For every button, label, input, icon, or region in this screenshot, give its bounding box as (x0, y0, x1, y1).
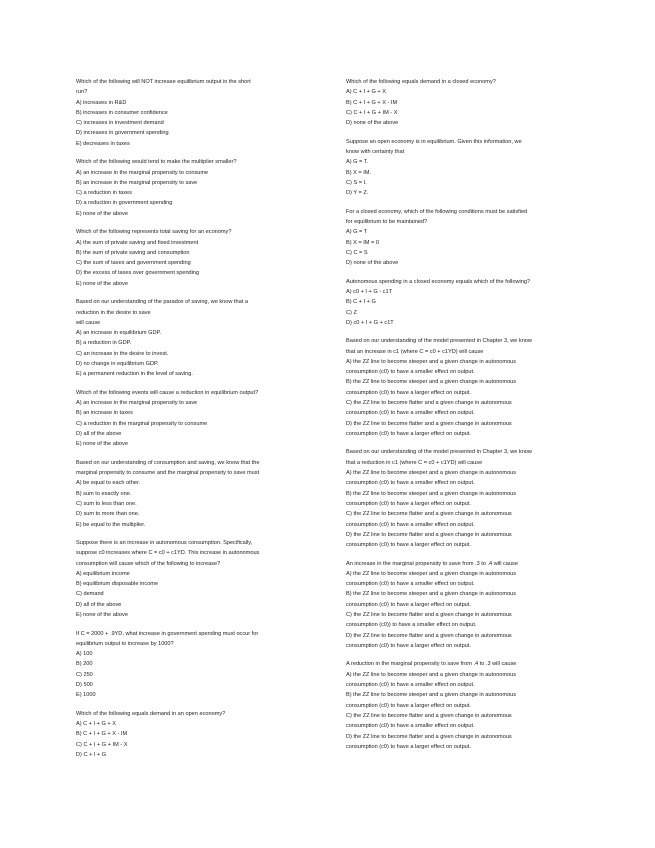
right-column (346, 77, 610, 760)
question-line: consumption (c0) to have a smaller effect on output. (346, 682, 475, 689)
question-line: B) the ZZ line to become steeper and a given change in autonomous (346, 692, 517, 699)
question-line: E) 1000 (76, 692, 96, 699)
question-line: B) equilibrium disposable income (76, 581, 159, 588)
question-block (346, 659, 610, 752)
question-line: C) 250 (76, 671, 93, 678)
question-line: C) C + I + G + IM - X (76, 741, 128, 748)
question-line: E) none of the above (76, 280, 128, 287)
question-line: C) the ZZ line to become flatter and a given change in autonomous (346, 511, 512, 518)
question-line: D) the excess of taxes over government spending (76, 270, 200, 277)
question-line: C) a reduction in the marginal propensity to consume (76, 420, 208, 427)
question-line: C) the ZZ line to become flatter and a given change in autonomous (346, 612, 512, 619)
question-line: D) all of the above (76, 430, 122, 437)
question-block (76, 458, 340, 530)
question-line: consumption (c0)) to have a smaller effect on output. (346, 622, 477, 629)
question-line: B) the ZZ line to become steeper and a given change in autonomous (346, 490, 517, 497)
question-text: Which of the following would tend to make the multiplier smaller? (76, 159, 237, 166)
question-line: consumption (c0) to have a larger effect on output. (346, 702, 471, 709)
question-line: C) C + I + G + IM - X (346, 109, 398, 116)
question-line: consumption (c0) to have a smaller effect on output. (346, 521, 475, 528)
question-line: suppose c0 increases where C = c0 + c1YD. This increase in autonomous (76, 550, 260, 557)
question-line: C) demand (76, 591, 104, 598)
question-line: A) the ZZ line to become steeper and a given change in autonomous (346, 470, 517, 477)
question-line: will cause (76, 319, 101, 326)
question-line: consumption (c0) to have a smaller effect on output. (346, 410, 475, 417)
question-block (76, 709, 340, 760)
question-line: A) G = T (346, 229, 368, 236)
question-line: A) an increase in equilibrium GDP. (76, 330, 162, 337)
question-line: D) the ZZ line to become flatter and a given change in autonomous (346, 733, 512, 740)
question-line: D) C + I + G (76, 752, 107, 759)
question-line: C) the ZZ line to become flatter and a given change in autonomous (346, 712, 512, 719)
question-text: A reduction in the marginal propensity to save from .4 to .3 will cause (346, 661, 517, 668)
question-line: A) equilibrium income (76, 570, 130, 577)
question-block (76, 388, 340, 450)
question-line: run? (76, 89, 88, 96)
question-text: Which of the following represents total saving for an economy? (76, 229, 232, 236)
question-line: A) be equal to each other. (76, 480, 141, 487)
question-text: Autonomous spending in a closed economy equals which of the following? (346, 278, 531, 285)
question-block (346, 137, 610, 199)
question-text: For a closed economy, which of the following conditions must be satisfied (346, 208, 528, 215)
question-line: consumption (c0) to have a larger effect on output. (346, 601, 471, 608)
question-line: C) S = I. (346, 179, 367, 186)
question-line: reduction in the desire to save (76, 309, 151, 316)
question-line: B) an increase in taxes (76, 410, 133, 417)
question-line: B) the ZZ line to become steeper and a given change in autonomous (346, 591, 517, 598)
question-line: A) the sum of private saving and fixed investment (76, 239, 199, 246)
question-line: that an increase in c1 (where C = c0 + c1YD) will cause (346, 348, 484, 355)
question-line: consumption (c0) to have a larger effect on output. (346, 743, 471, 750)
question-block (346, 447, 610, 550)
question-block (76, 538, 340, 620)
question-line: consumption (c0) to have a larger effect on output. (346, 389, 471, 396)
question-line: C) an increase in the desire to invest. (76, 350, 169, 357)
question-line: D) all of the above (76, 601, 122, 608)
question-line: D) Y = Z. (346, 190, 369, 197)
question-text: Which of the following events will cause a reduction in equilibrium output? (76, 389, 259, 396)
question-line: E) none of the above (76, 612, 128, 619)
question-block (76, 629, 340, 701)
question-line: E) a permanent reduction in the level of saving. (76, 371, 193, 378)
question-line: A) an increase in the marginal propensity to save (76, 400, 198, 407)
question-line: D) the ZZ line to become flatter and a given change in autonomous (346, 420, 512, 427)
question-line: consumption (c0) to have a smaller effect on output. (346, 723, 475, 730)
question-block (76, 77, 340, 149)
question-line: C) a reduction in taxes (76, 190, 132, 197)
question-line: D) no change in equilibrium GDP. (76, 360, 159, 367)
question-text: If C = 2000 + .9YD, what increase in government spending must occur for (76, 630, 259, 637)
question-line: C) the sum of taxes and government spending (76, 260, 191, 267)
question-line: that a reduction in c1 (where C = c0 + c1YD) will cause (346, 459, 483, 466)
question-line: A) C + I + G + X (346, 89, 386, 96)
question-line: A) c0 + I + G - c1T (346, 288, 393, 295)
question-line: know with certainty that (346, 148, 405, 155)
question-line: A) increases in R&D (76, 99, 127, 106)
question-text: Based on our understanding of consumption and saving, we know that the (76, 459, 260, 466)
question-line: B) sum to exactly one. (76, 490, 132, 497)
question-line: B) a reduction in GDP. (76, 340, 132, 347)
question-text: Which of the following equals demand in an open economy? (76, 710, 226, 717)
question-line: C) C = S (346, 249, 368, 256)
question-line: C) sum to less than one. (76, 500, 137, 507)
question-line: equilibrium output to increase by 1000? (76, 640, 174, 647)
question-line: E) none of the above (76, 210, 128, 217)
question-text: Based on our understanding of the model presented in Chapter 3, we know (346, 449, 532, 456)
question-line: for equilibrium to be maintained? (346, 218, 428, 225)
question-line: B) increases in consumer confidence (76, 109, 168, 116)
question-line: D) c0 + I + G + c1T (346, 319, 394, 326)
question-line: B) 200 (76, 661, 93, 668)
question-block (346, 336, 610, 439)
question-line: D) a reduction in government spending (76, 200, 173, 207)
question-line: D) 500 (76, 682, 93, 689)
question-line: B) X = IM. (346, 169, 372, 176)
question-line: A) 100 (76, 651, 93, 658)
question-line: B) C + I + G + X - IM (346, 99, 398, 106)
question-line: D) none of the above (346, 260, 399, 267)
question-line: B) the sum of private saving and consumption (76, 249, 190, 256)
question-line: consumption (c0) to have a smaller effect on output. (346, 480, 475, 487)
question-text: Which of the following equals demand in a closed economy? (346, 79, 496, 85)
question-line: consumption (c0) to have a larger effect on output. (346, 430, 471, 437)
question-block (346, 77, 610, 128)
question-text: Which of the following will NOT increase equilibrium output in the short (76, 79, 251, 85)
question-line: B) an increase in the marginal propensity to save (76, 179, 198, 186)
question-line: C) Z (346, 309, 357, 316)
question-block (346, 207, 610, 269)
question-block (76, 157, 340, 219)
question-line: C) the ZZ line to become flatter and a given change in autonomous (346, 400, 512, 407)
question-block (346, 559, 610, 652)
left-column (76, 77, 340, 769)
question-line: A) an increase in the marginal propensity to consume (76, 169, 209, 176)
question-text: Based on our understanding of the paradox of saving, we know that a (76, 299, 248, 306)
question-line: B) C + I + G + X - IM (76, 731, 128, 738)
question-line: consumption (c0) to have a larger effect on output. (346, 542, 471, 549)
question-line: D) sum to more than one. (76, 511, 140, 518)
question-line: D) increases in government spending (76, 130, 169, 137)
question-line: E) none of the above (76, 441, 128, 448)
question-block (76, 297, 340, 379)
question-line: consumption (c0) to have a larger effect on output. (346, 642, 471, 649)
question-line: marginal propensity to consume and the marginal propensity to save must (76, 470, 260, 477)
question-line: consumption (c0) to have a larger effect on output. (346, 500, 471, 507)
question-line: A) the ZZ line to become steeper and a given change in autonomous (346, 570, 517, 577)
question-line: consumption (c0) to have a smaller effect on output. (346, 581, 475, 588)
question-line: E) decreases in taxes (76, 140, 130, 147)
question-text: An increase in the marginal propensity to save from .3 to .4 will cause (346, 560, 518, 567)
question-block (76, 227, 340, 289)
question-line: E) be equal to the multiplier. (76, 521, 146, 528)
question-line: B) X = IM = 0 (346, 239, 379, 246)
question-text: Suppose there is an increase in autonomous consumption. Specifically, (76, 540, 253, 546)
question-line: D) the ZZ line to become flatter and a given change in autonomous (346, 632, 512, 639)
question-line: consumption will cause which of the following to increase? (76, 560, 221, 567)
question-line: A) the ZZ line to become steeper and a given change in autonomous (346, 358, 517, 365)
question-line: B) the ZZ line to become steeper and a given change in autonomous (346, 379, 517, 386)
question-line: D) the ZZ line to become flatter and a given change in autonomous (346, 531, 512, 538)
question-line: A) the ZZ line to become steeper and a given change in autonomous (346, 671, 517, 678)
question-line: A) G = T. (346, 159, 369, 166)
question-text: Suppose an open economy is in equilibrium. Given this information, we (346, 138, 522, 145)
question-line: B) C + I + G (346, 299, 376, 306)
question-line: consumption (c0) to have a smaller effect on output. (346, 369, 475, 376)
question-line: D) none of the above (346, 120, 399, 127)
question-line: A) C + I + G + X (76, 721, 116, 728)
question-text: Based on our understanding of the model presented in Chapter 3, we know (346, 338, 532, 345)
question-block (346, 277, 610, 328)
question-line: C) increases in investment demand (76, 120, 164, 127)
